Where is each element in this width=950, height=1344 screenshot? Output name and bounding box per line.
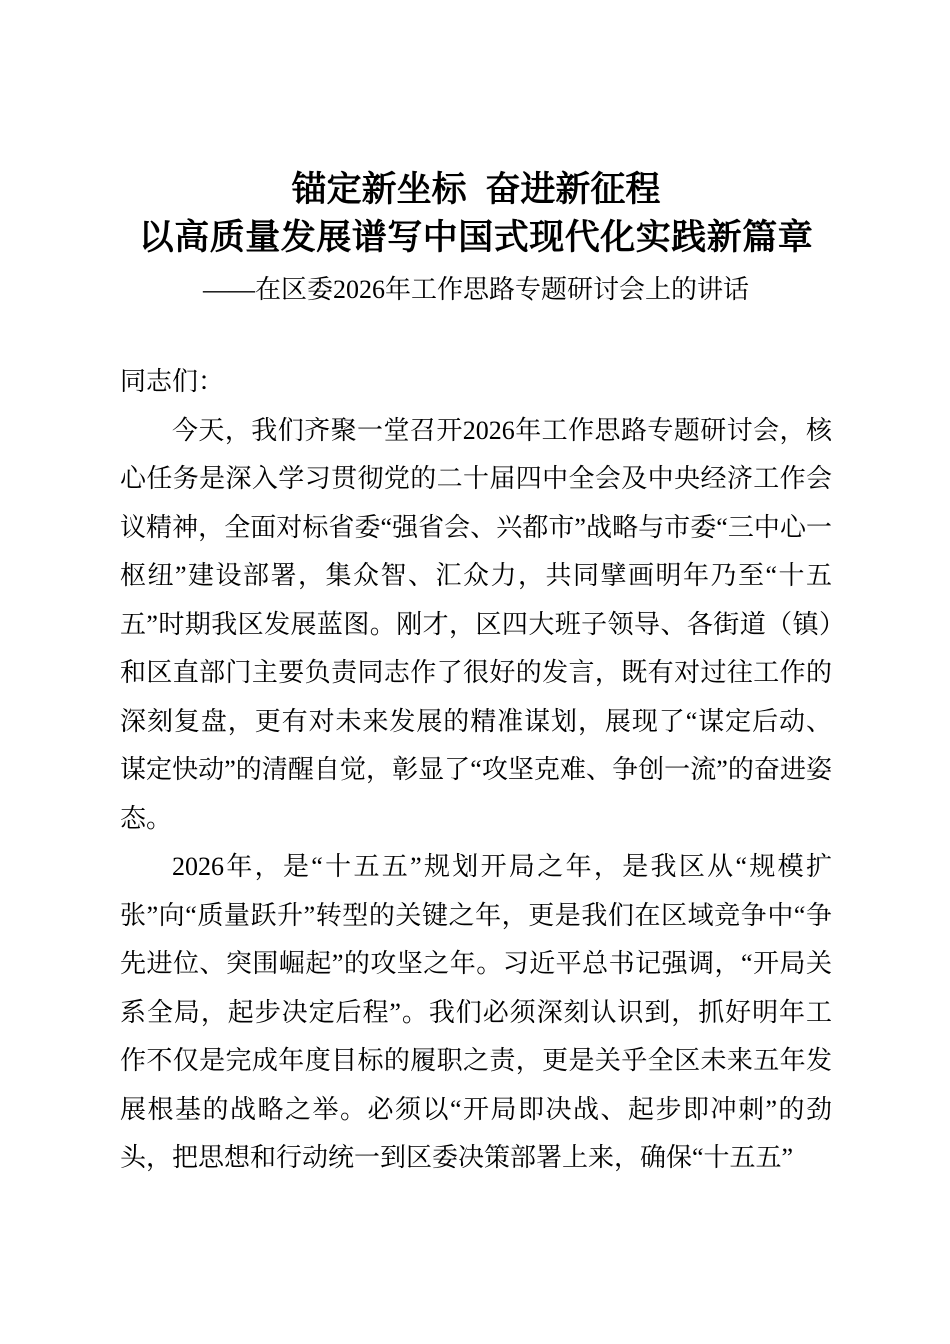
document-body bbox=[120, 358, 832, 1183]
document-title-line-1: 锚定新坐标 奋进新征程 bbox=[291, 170, 661, 209]
body-paragraph-2: 2026年，是“十五五”规划开局之年，是我区从“规模扩张”向“质量跃升”转型的关键之年，更是我们在区域竞争中“争先进位、突围崛起”的攻坚之年。习近平总书记强调，“开局关系全局，起步决定后程”。我们必须深刻认识到，抓好明年工作不仅是完成年度目标的履职之责，更是关乎全区未来五年发展根基的战略之举。必须以“开局即决战、起步即冲刺”的劲头，把思想和行动统一到区委决策部署上来，确保“十五五” bbox=[120, 852, 832, 1172]
salutation-line: 同志们： bbox=[120, 367, 225, 396]
body-paragraph-1: 今天，我们齐聚一堂召开2026年工作思路专题研讨会，核心任务是深入学习贯彻党的二十届四中全会及中央经济工作会议精神，全面对标省委“强省会、兴都市”战略与市委“三中心一枢纽”建设部署，集众智、汇众力，共同擘画明年乃至“十五五”时期我区发展蓝图。刚才，区四大班子领导、各街道（镇）和区直部门主要负责同志作了很好的发言，既有对过往工作的深刻复盘，更有对未来发展的精准谋划，展现了“谋定后动、谋定快动”的清醒自觉，彰显了“攻坚克难、争创一流”的奋进姿态。 bbox=[120, 415, 832, 833]
document-subtitle: ——在区委2026年工作思路专题研讨会上的讲话 bbox=[202, 275, 749, 304]
document-title-line-2: 以高质量发展谱写中国式现代化实践新篇章 bbox=[138, 218, 814, 257]
